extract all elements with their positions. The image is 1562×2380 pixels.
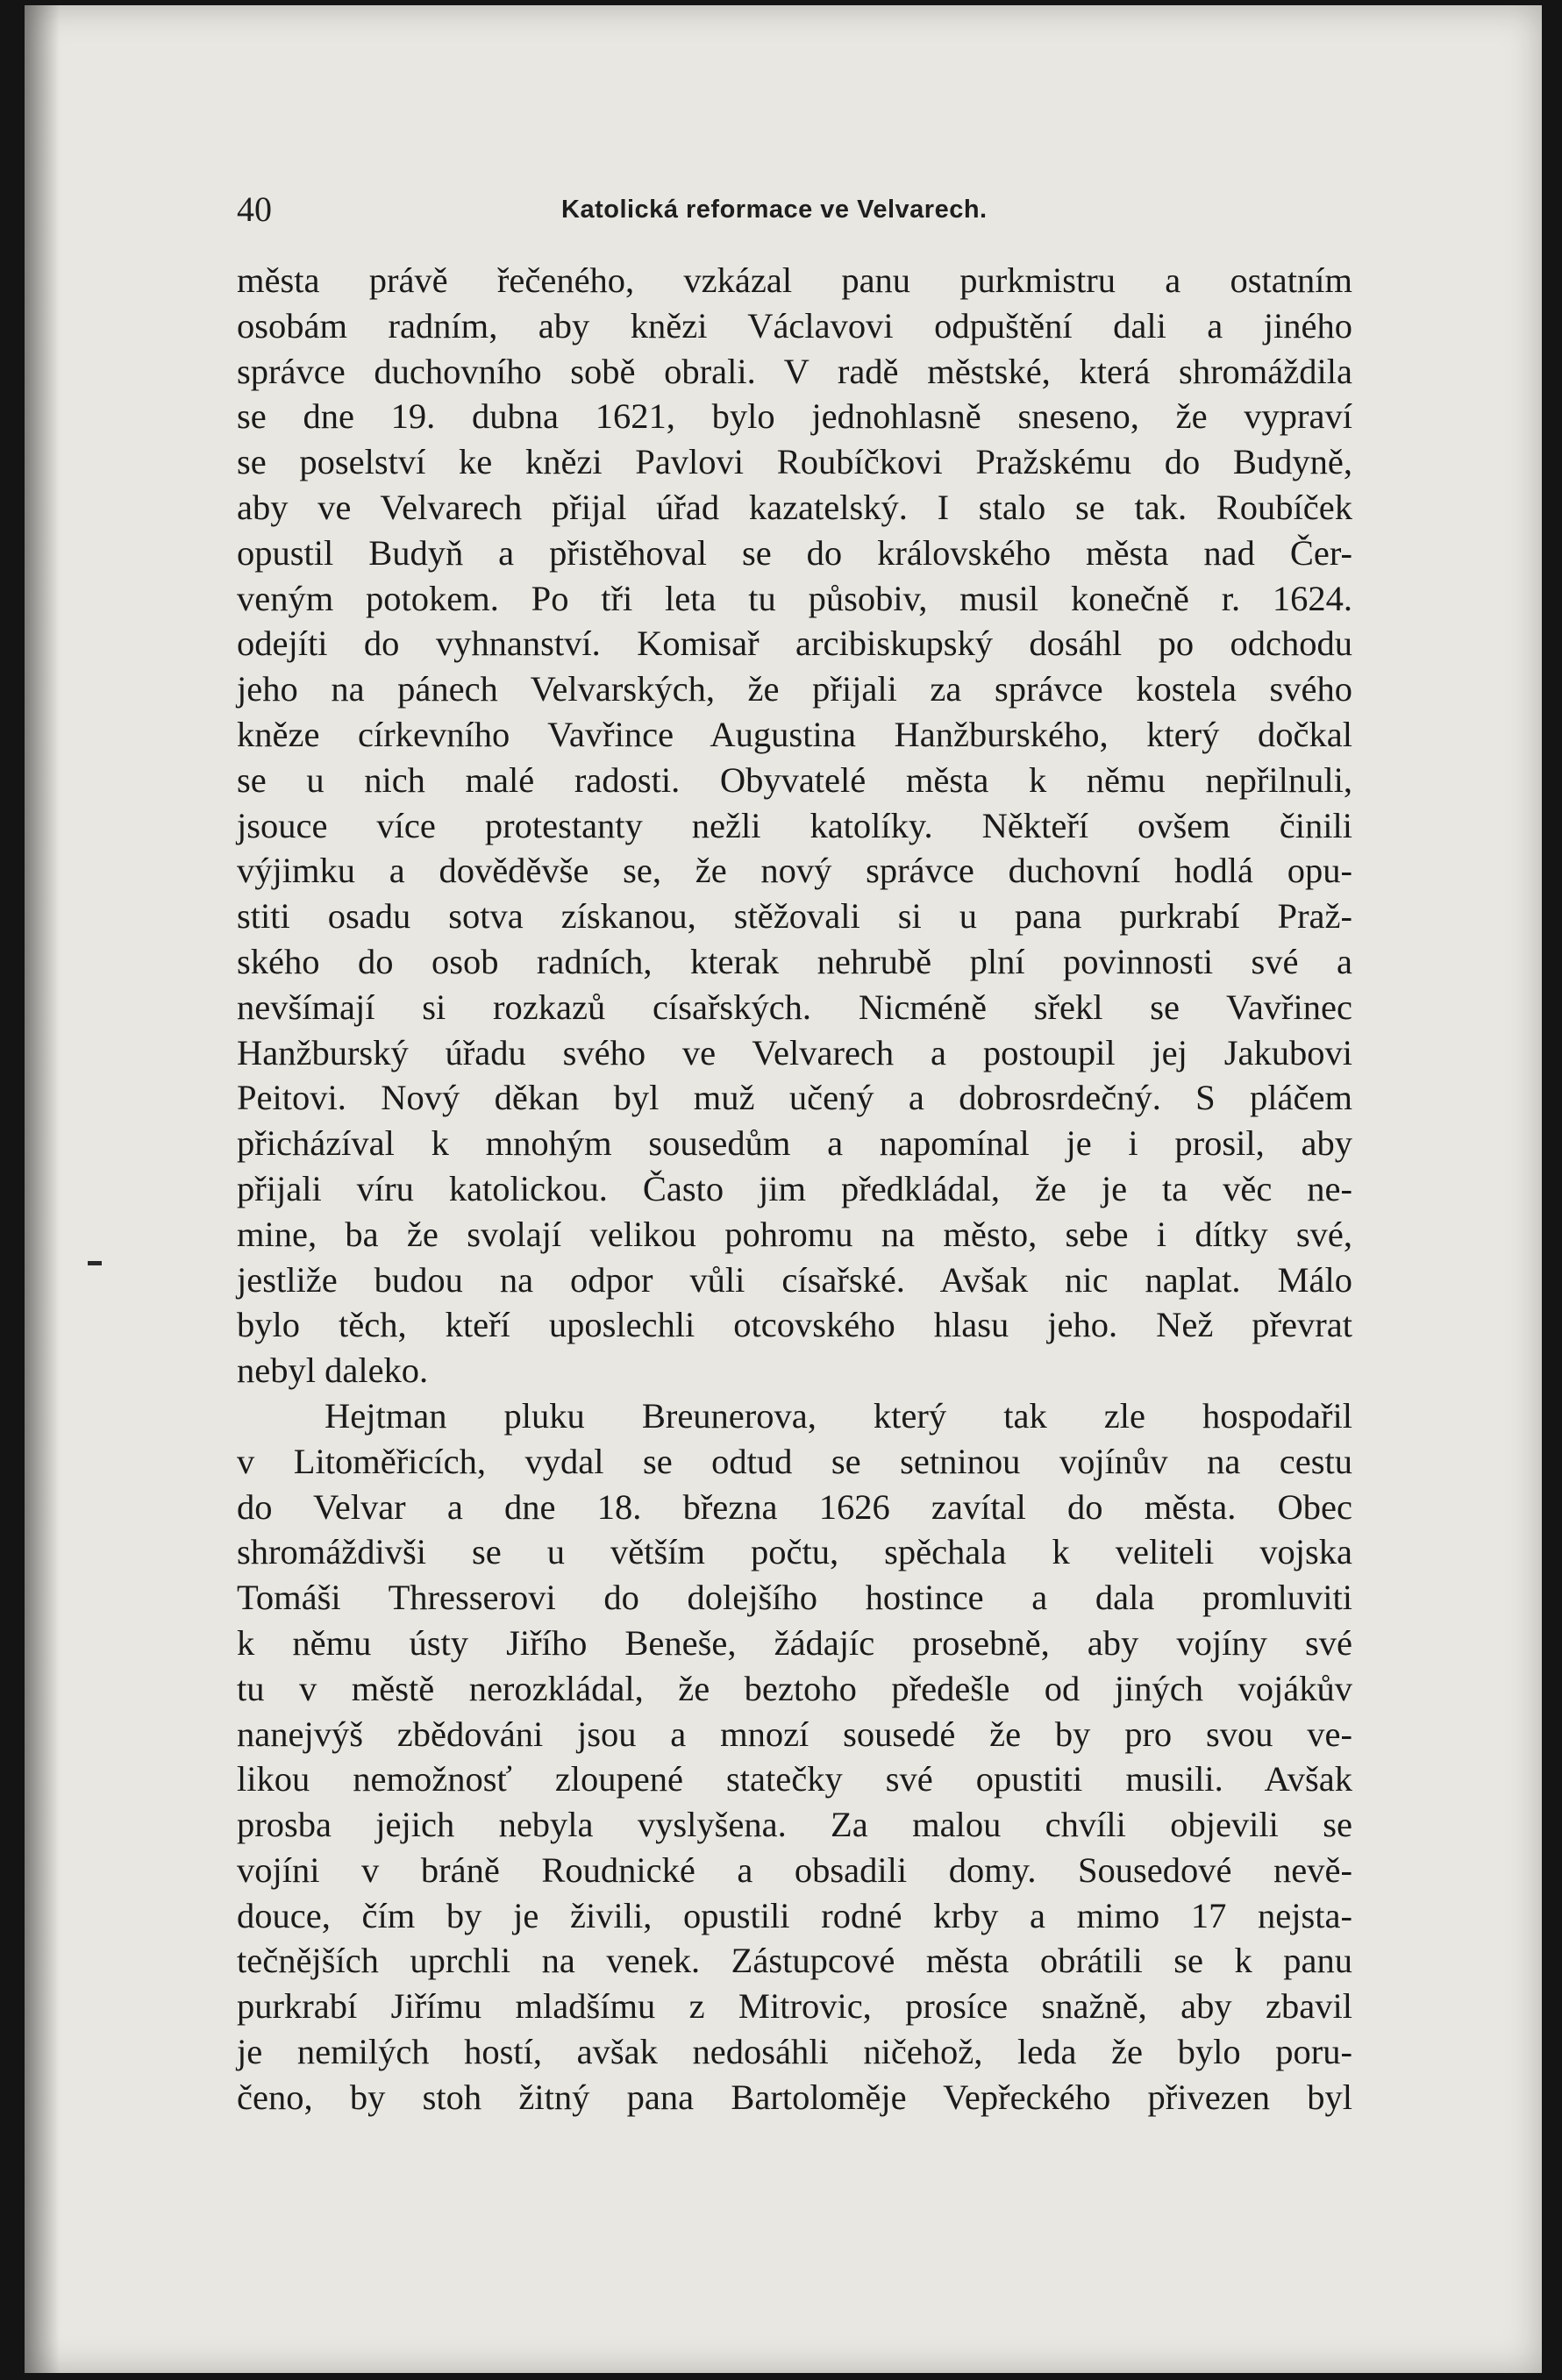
text-line: nanejvýš zbědováni jsou a mnozí sousedé že by pro svou ve- xyxy=(237,1714,1352,1754)
text-line: jeho na pánech Velvarských, že přijali za správce kostela svého xyxy=(237,669,1352,709)
paragraph-1 xyxy=(237,258,1352,1393)
text-line: tu v městě nerozkládal, že beztoho předešle od jiných vojákův xyxy=(237,1668,1352,1708)
text-line: výjimku a dověděvše se, že nový správce duchovní hodlá opu- xyxy=(237,851,1352,891)
text-line: nebyl daleko. xyxy=(237,1350,429,1391)
text-line: kněze církevního Vavřince Augustina Hanžburského, který dočkal xyxy=(237,714,1352,754)
text-line: do Velvar a dne 18. března 1626 zavítal do města. Obec xyxy=(237,1486,1352,1527)
text-line: se poselství ke knězi Pavlovi Roubíčkovi Pražskému do Budyně, xyxy=(237,442,1352,482)
text-line: se u nich malé radosti. Obyvatelé města k němu nepřilnuli, xyxy=(237,759,1352,800)
text-line: se dne 19. dubna 1621, bylo jednohlasně sneseno, že vypraví xyxy=(237,396,1352,437)
text-line: nevšímají si rozkazů císařských. Nicméně sřekl se Vavřinec xyxy=(237,987,1352,1027)
text-line: prosba jejich nebyla vyslyšena. Za malou chvíli objevili se xyxy=(237,1805,1352,1845)
text-line: jsouce více protestanty nežli katolíky. Někteří ovšem činili xyxy=(237,805,1352,845)
text-line: tečnějších uprchli na venek. Zástupcové města obrátili se k panu xyxy=(237,1941,1352,1981)
text-line: jestliže budou na odpor vůli císařské. Avšak nic naplat. Málo xyxy=(237,1259,1352,1300)
text-line: opustil Budyň a přistěhoval se do královského města nad Čer- xyxy=(237,532,1352,573)
text-line: v Litoměřicích, vydal se odtud se setninou vojínův na cestu xyxy=(237,1441,1352,1481)
text-line: douce, čím by je živili, opustili rodné krby a mimo 17 nejsta- xyxy=(237,1895,1352,1935)
running-title: Katolická reformace ve Velvarech. xyxy=(561,196,988,224)
text-line: správce duchovního sobě obrali. V radě městské, která shromáždila xyxy=(237,351,1352,391)
page-header xyxy=(237,188,1368,232)
text-line: Peitovi. Nový děkan byl muž učený a dobrosrdečný. S pláčem xyxy=(237,1078,1352,1118)
text-line: stiti osadu sotva získanou, stěžovali si u pana purkrabí Praž- xyxy=(237,896,1352,937)
text-line: Tomáši Thresserovi do dolejšího hostince a dala promluviti xyxy=(237,1578,1352,1618)
paragraph-2 xyxy=(237,1393,1352,2120)
text-line: aby ve Velvarech přijal úřad kazatelský. I stalo se tak. Roubíček xyxy=(237,487,1352,527)
text-line: bylo těch, kteří uposlechli otcovského hlasu jeho. Než převrat xyxy=(237,1305,1352,1345)
text-line: k němu ústy Jiřího Beneše, žádajíc prosebně, aby vojíny své xyxy=(237,1622,1352,1663)
text-line: přicházíval k mnohým sousedům a napomínal je i prosil, aby xyxy=(237,1123,1352,1164)
text-line: mine, ba že svolají velikou pohromu na město, sebe i dítky své, xyxy=(237,1214,1352,1254)
body-text xyxy=(237,258,1352,2120)
margin-mark xyxy=(88,1261,102,1265)
text-line: přijali víru katolickou. Často jim předkládal, že je ta věc ne- xyxy=(237,1168,1352,1208)
text-line: likou nemožnosť zloupené statečky své opustiti musili. Avšak xyxy=(237,1759,1352,1799)
text-line: osobám radním, aby knězi Václavovi odpuštění dali a jiného xyxy=(237,305,1352,346)
text-line: veným potokem. Po tři leta tu působiv, musil konečně r. 1624. xyxy=(237,578,1352,618)
text-line: je nemilých hostí, avšak nedosáhli ničehož, leda že bylo poru- xyxy=(237,2032,1352,2072)
text-line: města právě řečeného, vzkázal panu purkmistru a ostatním xyxy=(237,260,1352,300)
text-line: Hanžburský úřadu svého ve Velvarech a postoupil jej Jakubovi xyxy=(237,1032,1352,1072)
page-number: 40 xyxy=(237,189,272,229)
text-line: odejíti do vyhnanství. Komisař arcibiskupský dosáhl po odchodu xyxy=(237,624,1352,664)
text-line: ského do osob radních, kterak nehrubě plní povinnosti své a xyxy=(237,941,1352,981)
text-line: vojíni v bráně Roudnické a obsadili domy. Sousedové nevě- xyxy=(237,1849,1352,1890)
text-line: shromáždivši se u větším počtu, spěchala k veliteli vojska xyxy=(237,1532,1352,1572)
text-line: čeno, by stoh žitný pana Bartoloměje Vepřeckého přivezen byl xyxy=(237,2077,1352,2117)
binding-shadow xyxy=(25,5,60,2373)
text-line: Hejtman pluku Breunerova, který tak zle hospodařil xyxy=(325,1395,1352,1436)
text-line: purkrabí Jiřímu mladšímu z Mitrovic, prosíce snažně, aby zbavil xyxy=(237,1986,1352,2027)
